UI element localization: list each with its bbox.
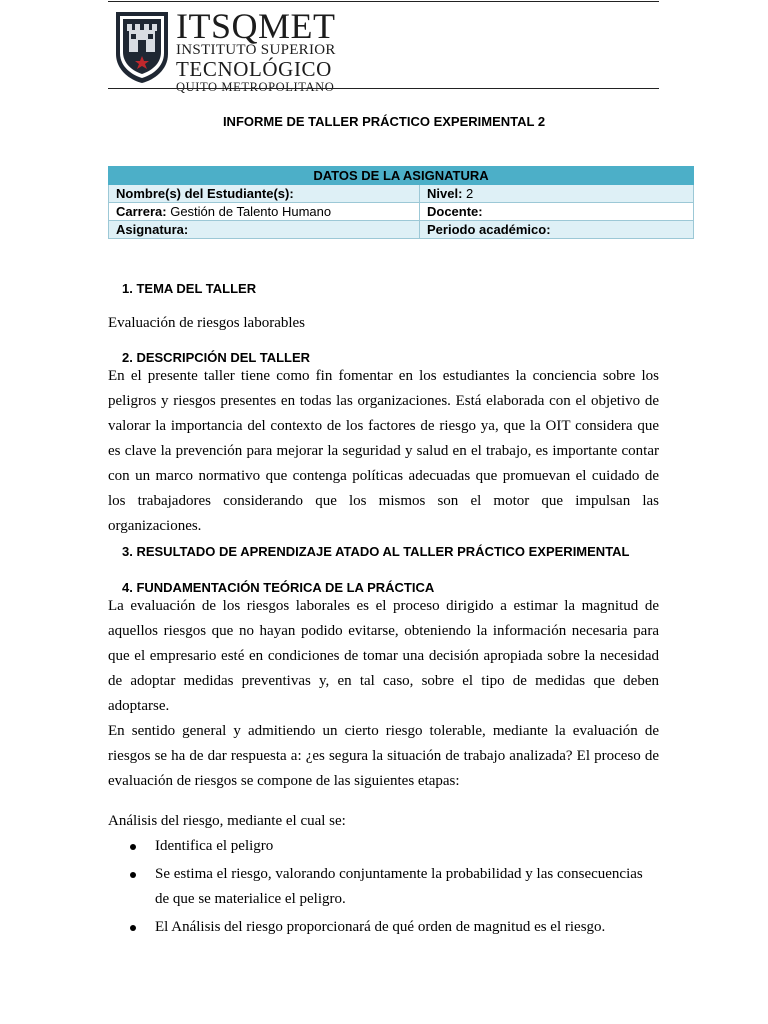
list-item-text: El Análisis del riesgo proporcionará de qué orden de magnitud es el riesgo.: [155, 919, 606, 935]
document-title: INFORME DE TALLER PRÁCTICO EXPERIMENTAL 2: [222, 114, 546, 129]
list-item-text: Se estima el riesgo, valorando conjuntamente la probabilidad y las consecuencias de que se materialice el peligro.: [155, 866, 643, 907]
cell-label: Docente:: [427, 204, 483, 219]
section-4-paragraph-2: En sentido general y admitiendo un cierto riesgo tolerable, mediante la evaluación de riesgos se ha de dar respuesta a: ¿es segura la situación de trabajo analizada? El proceso de evaluación de riesgos se compone de las siguientes etapas:: [108, 723, 659, 789]
brand-line-1: INSTITUTO SUPERIOR: [176, 42, 336, 58]
itsqmet-shield-logo: [114, 10, 170, 84]
brand-line-3: QUITO METROPOLITANO: [176, 80, 335, 94]
table-row: [109, 203, 694, 221]
cell-label: Nombre(s) del Estudiante(s):: [116, 186, 294, 201]
institution-wordmark: [176, 8, 336, 94]
table-row: [109, 221, 694, 239]
cell-label: Nivel:: [427, 186, 463, 201]
cell-value: Gestión de Talento Humano: [166, 204, 332, 219]
career-cell: [109, 203, 420, 221]
bullet-dot-icon: [130, 844, 136, 850]
section-4-paragraph-3: Análisis del riesgo, mediante el cual se:: [108, 813, 346, 829]
section-1-text: Evaluación de riesgos laborables: [108, 315, 306, 331]
level-cell: [420, 185, 694, 203]
subject-cell: [109, 221, 420, 239]
section-4-heading: 4. FUNDAMENTACIÓN TEÓRICA DE LA PRÁCTICA: [122, 580, 435, 595]
student-name-cell: [109, 185, 420, 203]
table-row: [109, 185, 694, 203]
list-item: [130, 862, 659, 912]
section-3-heading: 3. RESULTADO DE APRENDIZAJE ATADO AL TALLER PRÁCTICO EXPERIMENTAL: [122, 544, 630, 559]
bullet-dot-icon: [130, 925, 136, 931]
section-2-heading: 2. DESCRIPCIÓN DEL TALLER: [122, 350, 311, 365]
cell-value: 2: [462, 186, 474, 201]
course-data-table: [108, 166, 694, 239]
header-bottom-rule: [108, 88, 659, 89]
table-header: DATOS DE LA ASIGNATURA: [109, 167, 694, 185]
cell-label: Carrera:: [116, 204, 167, 219]
risk-analysis-list: [130, 834, 659, 943]
cell-label: Asignatura:: [116, 222, 189, 237]
section-4-paragraph-1: La evaluación de los riesgos laborales es el proceso dirigido a estimar la magnitud de aquellos riesgos que no hayan podido evitarse, obteniendo la información necesaria para que el empresario esté en condiciones de tomar una decisión apropiada sobre la necesidad de adoptar medidas preventivas y, en tal caso, sobre el tipo de medidas que deben adoptarse.: [108, 598, 659, 714]
teacher-cell: [420, 203, 694, 221]
section-1-heading: 1. TEMA DEL TALLER: [122, 281, 257, 296]
list-item-text: Identifica el peligro: [155, 838, 274, 854]
bullet-dot-icon: [130, 872, 136, 878]
cell-label: Periodo académico:: [427, 222, 551, 237]
list-item: [130, 834, 659, 859]
header-top-rule: [108, 1, 659, 2]
brand-line-2: TECNOLÓGICO: [176, 57, 332, 81]
academic-period-cell: [420, 221, 694, 239]
section-2-paragraph: En el presente taller tiene como fin fomentar en los estudiantes la conciencia sobre los peligros y riesgos presentes en todas las organizaciones. Está elaborada con el objetivo de valorar la importancia del contexto de los factores de riesgo ya, que la OIT considera que es clave la prevención para mejorar la seguridad y salud en el trabajo, es importante contar con un marco normativo que contenga políticas adecuadas que promuevan el cuidado de los trabajadores considerando que los mismos son el motor que impulsan las organizaciones.: [108, 368, 659, 534]
brand-name: ITSQMET: [176, 6, 336, 46]
list-item: [130, 915, 659, 940]
